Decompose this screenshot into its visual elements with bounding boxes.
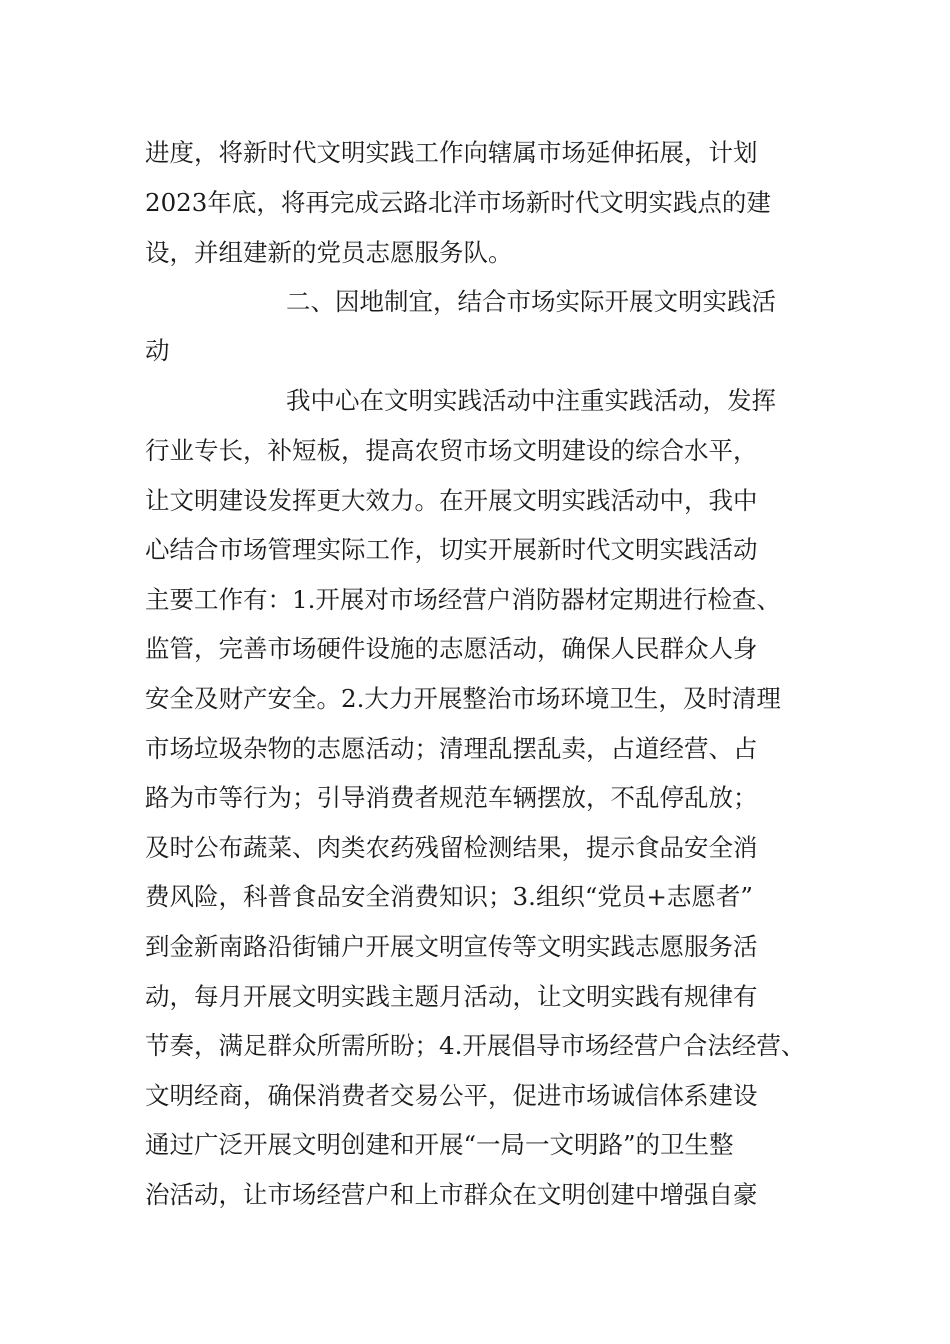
paragraph-line: 设，并组建新的党员志愿服务队。	[145, 238, 513, 267]
paragraph-line: 治活动，让市场经营户和上市群众在文明创建中增强自豪	[145, 1180, 758, 1209]
paragraph-line: 行业专长，补短板，提高农贸市场文明建设的综合水平，	[145, 436, 758, 465]
section-heading-line: 二、因地制宜，结合市场实际开展文明实践活	[286, 287, 776, 316]
paragraph-line: 通过广泛开展文明创建和开展“一局一文明路”的卫生整	[145, 1130, 734, 1159]
paragraph-line: 让文明建设发挥更大效力。在开展文明实践活动中，我中	[145, 486, 758, 515]
paragraph-line: 2023年底，将再完成云路北洋市场新时代文明实践点的建	[145, 188, 771, 217]
paragraph-line: 心结合市场管理实际工作，切实开展新时代文明实践活动	[145, 535, 758, 564]
paragraph-line: 及时公布蔬菜、肉类农药残留检测结果，提示食品安全消	[145, 833, 758, 862]
paragraph-line: 动，每月开展文明实践主题月活动，让文明实践有规律有	[145, 982, 758, 1011]
paragraph-line: 安全及财产安全。2.大力开展整治市场环境卫生，及时清理	[145, 684, 781, 713]
paragraph-line: 进度，将新时代文明实践工作向辖属市场延伸拓展，计划	[145, 138, 758, 167]
paragraph-line: 监管，完善市场硬件设施的志愿活动，确保人民群众人身	[145, 634, 758, 663]
paragraph-line: 节奏，满足群众所需所盼；4.开展倡导市场经营户合法经营、	[145, 1031, 806, 1060]
paragraph-line: 到金新南路沿街铺户开展文明宣传等文明实践志愿服务活	[145, 932, 758, 961]
paragraph-line: 主要工作有：1.开展对市场经营户消防器材定期进行检查、	[145, 585, 781, 614]
paragraph-line: 市场垃圾杂物的志愿活动；清理乱摆乱卖，占道经营、占	[145, 734, 758, 763]
paragraph-line: 文明经商，确保消费者交易公平，促进市场诚信体系建设	[145, 1081, 758, 1110]
paragraph-line: 我中心在文明实践活动中注重实践活动，发挥	[286, 386, 776, 415]
paragraph-line: 费风险，科普食品安全消费知识；3.组织“党员+志愿者”	[145, 882, 753, 911]
section-heading-line: 动	[145, 336, 170, 365]
paragraph-line: 路为市等行为；引导消费者规范车辆摆放，不乱停乱放；	[145, 783, 758, 812]
